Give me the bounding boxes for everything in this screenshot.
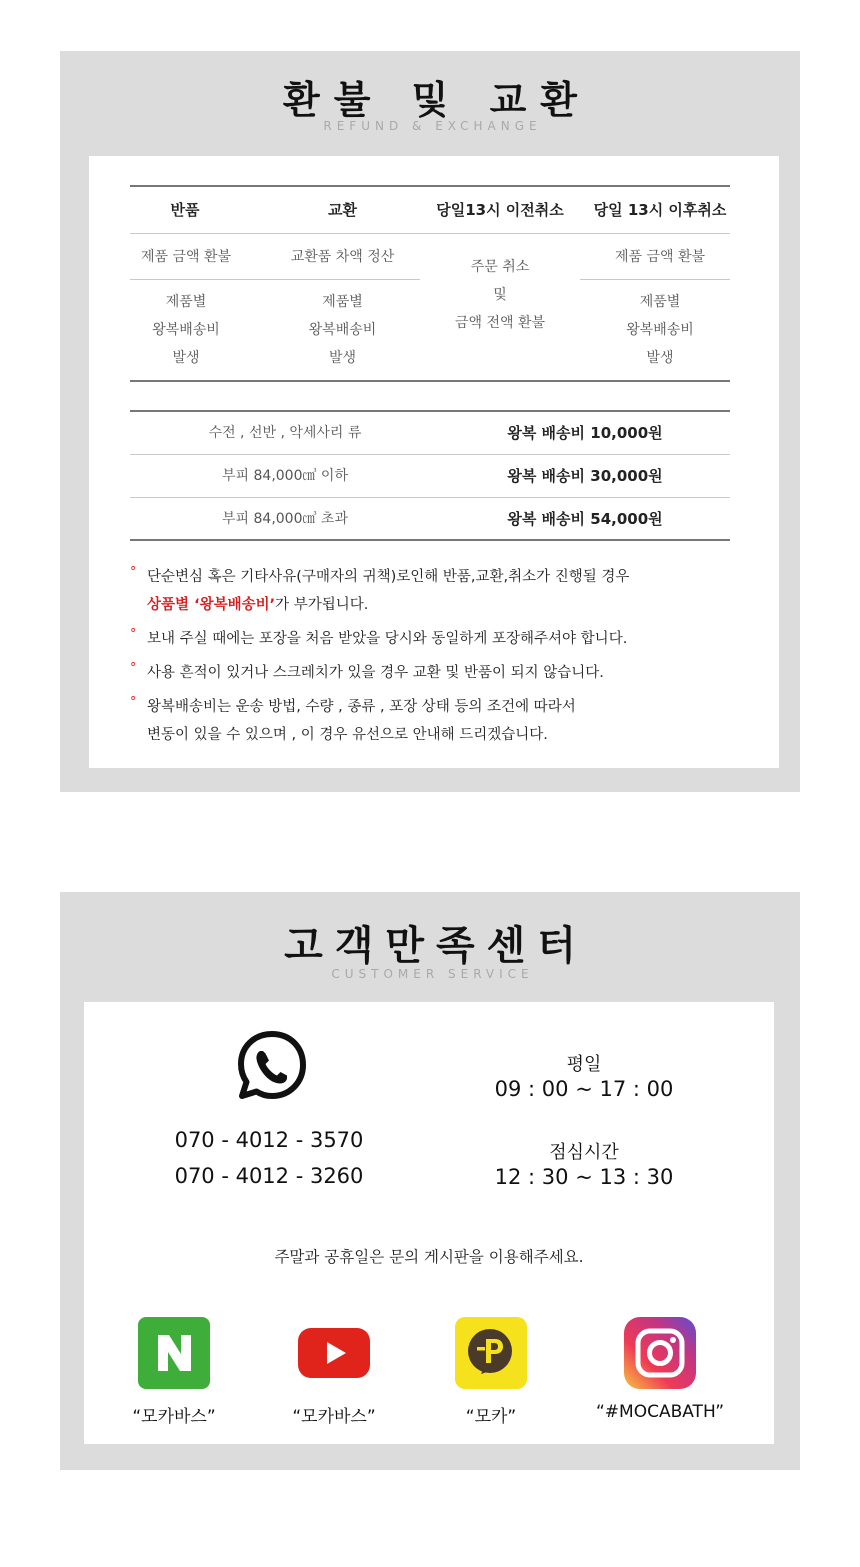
whatsapp-phone-icon — [236, 1030, 308, 1102]
weekday-label: 평일 — [566, 1054, 602, 1075]
table-row — [130, 455, 730, 498]
sns-kakaostory-link[interactable] — [411, 1316, 571, 1427]
bullet-icon: ° — [130, 695, 137, 710]
phone-number-2[interactable]: 070 - 4012 - 3260 — [174, 1164, 364, 1188]
header-before13: 당일13시 이전취소 — [436, 201, 564, 219]
cs-card — [84, 1002, 774, 1444]
shipping-highlight: 상품별 ‘왕복배송비’ — [147, 597, 276, 613]
sns-label: “모카바스” — [292, 1407, 376, 1427]
customer-service-section — [60, 892, 800, 1470]
after13-shipping: 제품별 왕복배송비 발생 — [626, 294, 694, 366]
header-exchange: 교환 — [328, 201, 357, 219]
fee-value: 왕복 배송비 10,000원 — [507, 424, 663, 442]
note-item: ° 단순변심 혹은 기타사유(구매자의 귀책)로인해 반품,교환,취소가 진행될 경우 상품별 ‘왕복배송비’가 부가됩니다. — [130, 563, 750, 619]
fee-item: 부피 84,000㎤ 초과 — [222, 511, 348, 527]
weekday-hours: 09 : 00 ~ 17 : 00 — [494, 1077, 674, 1101]
sns-instagram-link[interactable] — [580, 1316, 740, 1422]
note-item: ° 사용 흔적이 있거나 스크레치가 있을 경우 교환 및 반품이 되지 않습니다. — [130, 659, 750, 687]
fee-item: 수전 , 선반 , 악세사리 류 — [208, 425, 362, 441]
sns-naver-link[interactable] — [94, 1316, 254, 1427]
phone-number-1[interactable]: 070 - 4012 - 3570 — [174, 1128, 364, 1152]
bullet-icon: ° — [130, 627, 137, 642]
header-return: 반품 — [170, 201, 200, 219]
holiday-note: 주말과 공휴일은 문의 게시판을 이용해주세요. — [274, 1248, 584, 1266]
shipping-fee-table — [130, 410, 730, 541]
after13-amount: 제품 금액 환불 — [614, 249, 706, 265]
instagram-icon[interactable] — [623, 1316, 697, 1390]
refund-policy-table — [130, 185, 730, 382]
sns-label: “모카바스” — [132, 1407, 216, 1427]
note-item: ° 보내 주실 때에는 포장을 처음 받았을 당시와 동일하게 포장해주셔야 합니다. — [130, 625, 750, 653]
sns-youtube-link[interactable] — [254, 1316, 414, 1427]
kakao-icon[interactable] — [454, 1316, 528, 1390]
bullet-icon: ° — [130, 565, 137, 580]
cs-subtitle: CUSTOMER SERVICE — [331, 967, 534, 981]
fee-value: 왕복 배송비 54,000원 — [507, 510, 663, 528]
bullet-icon: ° — [130, 661, 137, 676]
exchange-shipping: 제품별 왕복배송비 발생 — [308, 294, 377, 366]
sns-label: “모카” — [465, 1407, 517, 1427]
before13-cell: 주문 취소 및 금액 전액 환불 — [454, 259, 546, 331]
header-divider — [130, 233, 730, 234]
table-row — [130, 498, 730, 541]
row-divider-right — [580, 279, 730, 280]
naver-icon[interactable] — [137, 1316, 211, 1390]
fee-value: 왕복 배송비 30,000원 — [507, 467, 663, 485]
refund-title: 환불 및 교환 — [283, 78, 591, 122]
note-item: ° 왕복배송비는 운송 방법, 수량 , 종류 , 포장 상태 등의 조건에 따라서 변동이 있을 수 있으며 , 이 경우 유선으로 안내해 드리겠습니다. — [130, 693, 750, 749]
header-after13: 당일 13시 이후취소 — [593, 201, 727, 219]
lunch-label: 점심시간 — [549, 1142, 619, 1163]
refund-exchange-section — [60, 51, 800, 792]
return-shipping: 제품별 왕복배송비 발생 — [152, 294, 220, 366]
table-row — [130, 412, 730, 455]
row-divider-left — [130, 279, 420, 280]
exchange-amount: 교환품 차액 정산 — [290, 249, 395, 265]
refund-notes — [130, 563, 750, 755]
refund-subtitle: REFUND & EXCHANGE — [323, 119, 542, 133]
youtube-icon[interactable] — [297, 1316, 371, 1390]
lunch-hours: 12 : 30 ~ 13 : 30 — [494, 1165, 674, 1189]
cs-title: 고객만족센터 — [284, 923, 588, 969]
fee-item: 부피 84,000㎤ 이하 — [222, 468, 348, 484]
return-amount: 제품 금액 환불 — [140, 249, 232, 265]
sns-label: “#MOCABATH” — [595, 1402, 725, 1422]
refund-card — [89, 156, 779, 768]
